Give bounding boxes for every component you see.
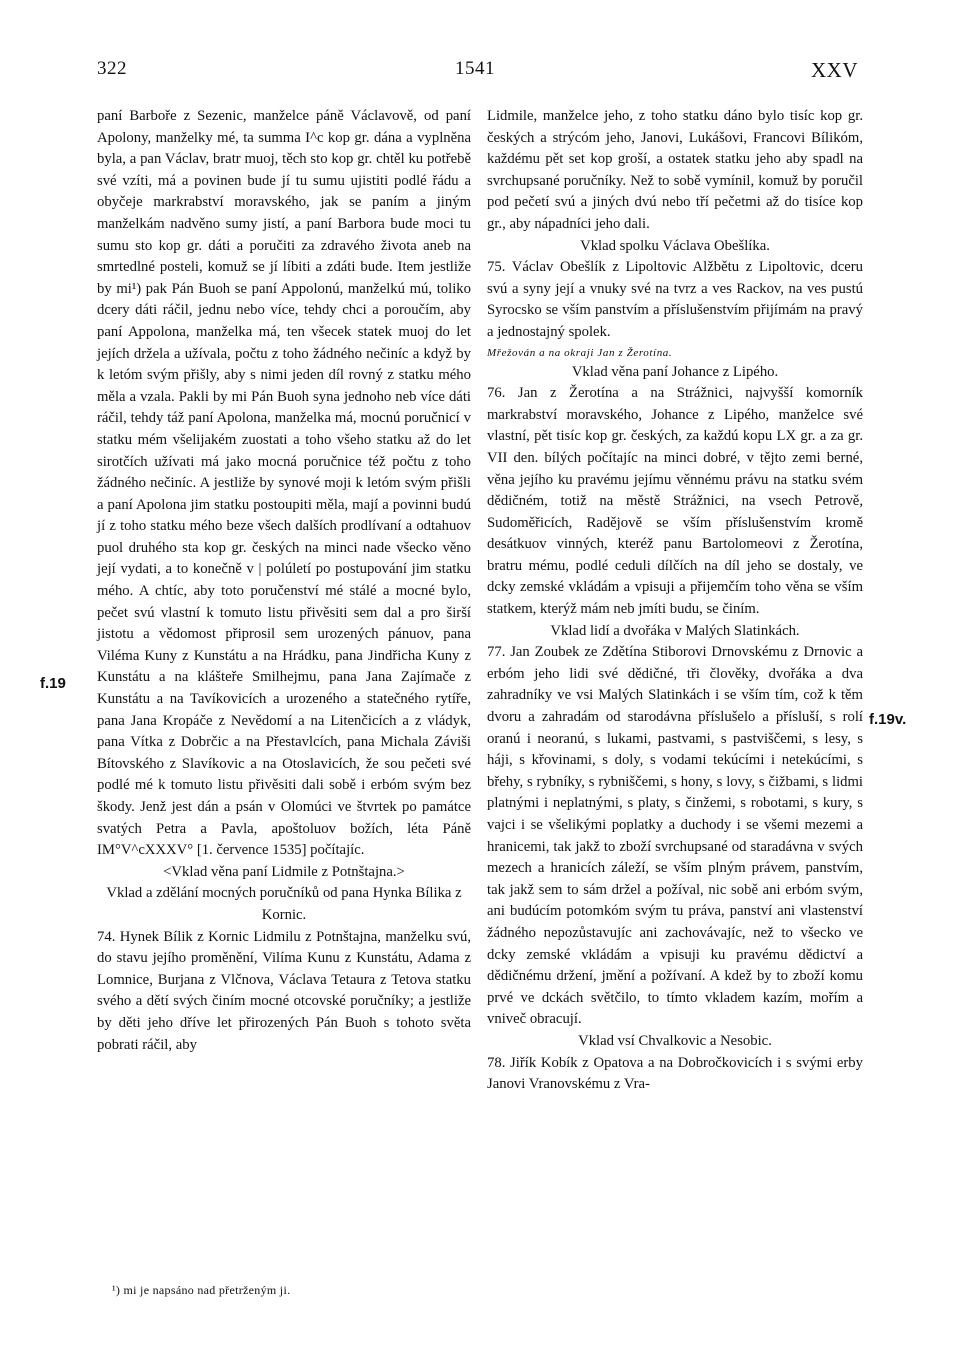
entry-74-continuation: Lidmile, manželce jeho, z toho statku dáno bylo tisíc kop gr. českých a strýcóm jeho, Janovi, Lukášovi, Francovi Bílikóm, každému pět set kop groší, a ostatek statku jeho aby spadl na svrchupsané poručníky. Než to sobě vymínil, komuž by poručil pod pečetí svú a jiných dvú nebo tří pečetmi až do tisíce kop gr., aby nápadníci jeho dali. — [487, 108, 863, 232]
entry-75: 75. Václav Obešlík z Lipoltovic Alžbětu z Lipoltovic, dceru svú a syny její a vnuky své na tvrz a ves Rackov, na ves pustú Syrocsko se vším panstvím a příslušenstvím přijímám na pravý a jednostajný spolek. — [487, 259, 863, 340]
left-text-column — [97, 106, 471, 1056]
note-mrezovan: Mřežován a na okraji Jan z Žerotína. — [487, 346, 673, 359]
heading-vklad-porucniku: Vklad a zdělání mocných poručníků od pana Hynka Bílika z Kornic. — [106, 885, 462, 923]
paragraph-testament-continuation: paní Barboře z Sezenic, manželce páně Václavově, od paní Apolony, manželky mé, ta summa I^c kop gr. dána a vyplněna byla, a pan Václav, bratr muoj, těch sto kop gr. chtěl ku potřebě své vzíti, má a povinen bude jí tu sumu ujistiti podlé řádu a obyčeje markrabství moravského, jak se paním a jiným manželkám nadvěno sumy jistí, a paní Barbora bude moci tu sumu sto kop gr. dáti a poručiti za zdravého života aneb na smrtedlné posteli, komuž se jí líbiti a zdáti bude. Item jestliže by mi¹) pak Pán Buoh se paní Appolonú, manželkú mú, toliko dcery dáti ráčil, jednu nebo více, tehdy chci a poroučím, aby paní Appolona, manželka má, ten všecek statek muoj do let jejích držela a užívala, počtu z toho žádného nečiníc a když by k letóm svým přišly, aby s nimi jeden díl rovný z statku mého měla a vzala. Pakli by mi Pán Buoh syna jednoho neb více dáti ráčil, tehdy táž paní Apolona, manželka má, mocnú poručnicí v statku mém všelijakém zuostati a toho všeho statku až do let sirotčích užívati má jako mocná poručnice též počtu z toho žádného nečiníc. A jestliže by synové moji k letóm svým přišli a paní Apolona jim statku postoupiti měla, mají a povinni budú jí z toho statku mého beze všech dalších prodlívaní a odtahuov puol druhého sta kop gr. českých na minci nade všecko věno její vydati, a to konečně v | polúletí po postupování jim statku mého. A chtíc, aby toto poručenství mé stálé a mocné bylo, pečet svú vlastní k tomuto listu přivěsiti sem dal a pro širší jistotu a vědomost připrosil sem urozených pánuov, pana Viléma Kuny z Kunstátu a na Hrádku, pana Jindřicha Kuny z Kunstátu a na klášteře Smilhejmu, pana Jana Zajímače z Kunstátu a na Tavíkovicích a urozeného a statečného rytíře, pana Jana Kropáče z Nevědomí a na Litenčicích a z vládyk, pana Vítka z Dobrčic a na Přestavlcích, pana Michala Záviši Bítovského z Slavíkovic a na Otoslavicích, že sou pečeti své podlé mé k tomuto listu přivěsiti dali sobě i erbóm svým bez škody. Jenž jest dán a psán v Olomúci ve štvrtek po památce svatých Petra a Pavla, apoštoluov božích, léta Páně IM°V^cXXXV° [1. července 1535] počítajíc. — [97, 108, 471, 859]
heading-vklad-johanka: Vklad věna paní Johance z Lipého. — [571, 363, 779, 380]
entry-78: 78. Jiřík Kobík z Opatova a na Dobročkovicích i s svými erby Janovi Vranovskému z Vra- — [487, 1054, 863, 1093]
footnote: ¹) mi je napsáno nad přetrženým ji. — [112, 1283, 291, 1297]
page-year: 1541 — [455, 58, 495, 79]
margin-folio-note-left: f.19 — [40, 675, 66, 692]
heading-vklad-spolku: Vklad spolku Václava Obešlíka. — [580, 237, 770, 254]
right-text-column — [487, 106, 863, 1096]
heading-vklad-slatinky: Vklad lidí a dvořáka v Malých Slatinkách. — [550, 622, 800, 639]
heading-vklad-chvalkovic: Vklad vsí Chvalkovic a Nesobic. — [578, 1032, 772, 1049]
page-number: 322 — [97, 58, 127, 79]
entry-74: 74. Hynek Bílik z Kornic Lidmilu z Potnštajna, manželku svú, do stavu jejího proměnění, Vilíma Kunu z Kunstátu, Adama z Lomnice, Burjana z Vlčnova, Václava Tetaura z Tetova statku svého a dětí svých činím mocné otcovské poručníky; a jestliže by děti jeho dříve let přirozených Pán Buoh s tohoto světa pobrati ráčil, aby — [97, 928, 471, 1053]
entry-76: 76. Jan z Žerotína a na Strážnici, najvyšší komorník markrabství moravského, Johance z Lipého, manželce své vlastní, pět tisíc kop gr. českých, za každú kopu LX gr. a za gr. VII den. bílých počítajíc na minci dobré, v tějto zemi berné, věna jejího ku pravému jejímu věnnému právu na statku svém dědičném, totiž na městě Strážnici, na vsech Petrově, Sudoměřicích, Radějově se vším příslušenstvím kromě desátkuov vinných, kteréž panu Bartolomeovi z Žerotína, bratru mému, podlé ceduli dílčích na díl jeho se dostaly, ve dcky zemské vkládám a vpisuji a přijemčím toho věna se vším statkem, kterýž mám neb jmíti budu, se činím. — [487, 385, 863, 618]
section-roman-numeral: XXV — [811, 58, 858, 82]
heading-vklad-lidmila: <Vklad věna paní Lidmile z Potnštajna.> — [163, 863, 405, 880]
entry-77: 77. Jan Zoubek ze Zdětína Stiborovi Drnovskému z Drnovic a erbóm jeho lidi své dědičné, tři člověky, dvořáka a dva zahradníky ve vsi Malých Slatinkách i se vším tím, což k těm dvoru a zahradám od starodávna příslušelo a přísluší, s rolí oranú i neoranú, s lukami, pastvami, s pastviščemi, s lesy, s háji, s křovinami, s doly, s vodami tekúcími i netekúcími, s břehy, s rybníky, s rybniščemi, s hony, s lovy, s čižbami, s lidmi platnými i neplatnými, s platy, s činžemi, s robotami, s kury, s vajci i se všelikými poplatky a duchody i se všemi mezemi a hranicemi, tak jakž to zboží svrchupsané od staradávna v svých mezech a hranicích záleží, se vším plným právem, panstvím, tak jakž sem to sám držel a požíval, nic sobě ani erbóm svým, ani budúcím potomkóm svým tu práva, panství ani vlastenství žádného nepozůstavujíc ani zachovávajíc, než to všecko ve dcky zemské vkládám a vpisuji ku pravému dědictví a dědičnému držení, jmění a požívaní. A kdež by to zboží komu prvé ve dckách světčilo, to tímto vkladem kazím, mořím a vniveč obracují. — [487, 644, 863, 1028]
margin-folio-note-right: f.19v. — [869, 711, 907, 728]
